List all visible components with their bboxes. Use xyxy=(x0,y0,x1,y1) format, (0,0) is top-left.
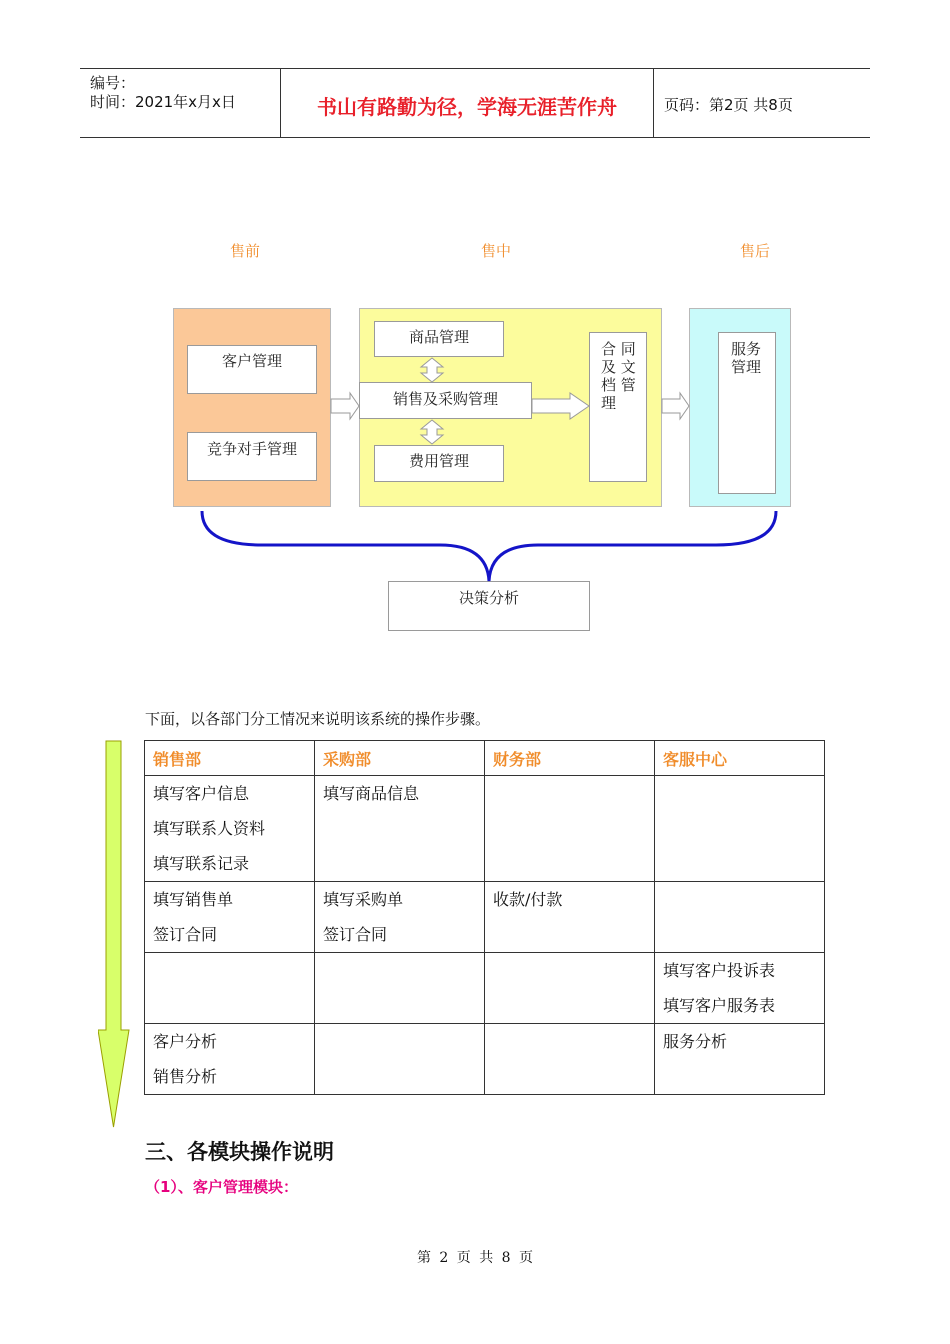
table-cell xyxy=(485,776,655,882)
table-cell xyxy=(145,882,315,953)
page-footer: 第 2 页 共 8 页 xyxy=(416,1250,534,1266)
cell-text: 填写客户服务表 xyxy=(663,996,776,1015)
table-cell xyxy=(315,882,485,953)
table-cell xyxy=(655,1024,825,1095)
cell-text: 填写采购单 xyxy=(323,890,404,909)
department-task-table xyxy=(144,740,825,1095)
header-purchase: 采购部 xyxy=(315,741,485,776)
cell-text: 填写客户信息 xyxy=(153,784,250,803)
table-cell xyxy=(485,1024,655,1095)
cell-text: 填写联系记录 xyxy=(153,854,250,873)
cell-text: 收款/付款 xyxy=(493,890,563,909)
contract-line-2: 及 文 xyxy=(601,358,636,376)
customer-management-box: 客户管理 xyxy=(187,345,317,394)
stage-label-mid: 售中 xyxy=(481,242,512,260)
brace-connector xyxy=(202,511,776,581)
intro-text: 下面，以各部门分工情况来说明该系统的操作步骤。 xyxy=(145,710,491,728)
cell-text: 客户分析 xyxy=(153,1032,218,1051)
section-title: 三、各模块操作说明 xyxy=(145,1140,334,1164)
table-cell xyxy=(485,882,655,953)
table-row xyxy=(145,776,825,882)
table-cell xyxy=(315,953,485,1024)
table-cell xyxy=(485,953,655,1024)
flow-down-arrow-icon xyxy=(98,740,132,1128)
arrow-right-icon xyxy=(331,393,359,419)
expense-management-box: 费用管理 xyxy=(374,445,504,482)
table-cell xyxy=(315,776,485,882)
contract-line-4: 理 xyxy=(601,394,617,412)
subsection-title: （1）、客户管理模块： xyxy=(145,1178,298,1196)
date-label: 时间：2021年x月x日 xyxy=(90,93,236,111)
header-page-info: 页码：第2页 共8页 xyxy=(664,96,793,114)
cell-text: 填写联系人资料 xyxy=(153,819,266,838)
table-cell xyxy=(315,1024,485,1095)
double-arrow-vertical-icon xyxy=(421,420,443,444)
table-row xyxy=(145,953,825,1024)
service-line-2: 管理 xyxy=(731,358,762,376)
decision-analysis-box: 决策分析 xyxy=(388,581,590,631)
sales-purchase-management-box: 销售及采购管理 xyxy=(359,382,532,419)
table-cell xyxy=(655,882,825,953)
double-arrow-vertical-icon xyxy=(421,358,443,382)
header-sales: 销售部 xyxy=(145,741,315,776)
table-cell xyxy=(145,776,315,882)
header-motto: 书山有路勤为径，学海无涯苦作舟 xyxy=(317,95,617,119)
stage-label-post: 售后 xyxy=(740,242,771,260)
table-header-row xyxy=(145,741,825,776)
table-cell xyxy=(145,953,315,1024)
cell-text: 签订合同 xyxy=(153,925,218,944)
header-customer-service: 客服中心 xyxy=(655,741,825,776)
arrow-right-icon xyxy=(532,393,589,419)
contract-line-3: 档 管 xyxy=(601,376,636,394)
serial-number-label: 编号： xyxy=(90,74,136,92)
cell-text: 填写销售单 xyxy=(153,890,234,909)
table-cell xyxy=(655,953,825,1024)
cell-text: 填写客户投诉表 xyxy=(663,961,776,980)
table-row xyxy=(145,882,825,953)
header-finance: 财务部 xyxy=(485,741,655,776)
goods-management-box: 商品管理 xyxy=(374,321,504,357)
contract-line-1: 合 同 xyxy=(601,340,636,358)
cell-text: 填写商品信息 xyxy=(323,784,420,803)
table-cell xyxy=(655,776,825,882)
stage-label-pre: 售前 xyxy=(230,242,261,260)
arrow-right-icon xyxy=(662,393,689,419)
service-line-1: 服务 xyxy=(731,340,762,358)
cell-text: 销售分析 xyxy=(153,1067,218,1086)
competitor-management-box: 竞争对手管理 xyxy=(187,432,317,481)
table-cell xyxy=(145,1024,315,1095)
table-row xyxy=(145,1024,825,1095)
cell-text: 服务分析 xyxy=(663,1032,728,1051)
cell-text: 签订合同 xyxy=(323,925,388,944)
